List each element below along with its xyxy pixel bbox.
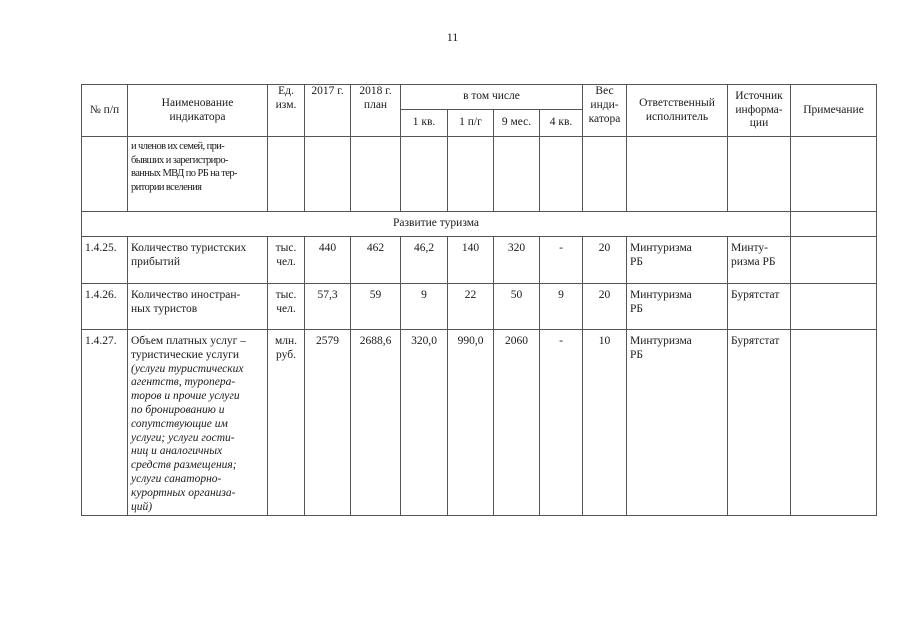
row-q4: - [540, 237, 583, 284]
header-2017: 2017 г. [305, 85, 351, 137]
row-name: Количество туристских прибытий [128, 237, 268, 284]
section-title: Развитие туризма [82, 212, 791, 237]
header-m9: 9 мес. [494, 110, 540, 137]
header-q4: 4 кв. [540, 110, 583, 137]
section-row [82, 212, 877, 237]
header-weight: Вес инди- катора [583, 85, 627, 137]
continuation-name: и членов их семей, при- бывших и зарегистриро- ванных МВД по РБ на тер- ритории вселения [128, 137, 268, 212]
continuation-num [82, 137, 128, 212]
row-2018: 2688,6 [351, 330, 401, 516]
row-m9: 2060 [494, 330, 540, 516]
row-source: Минту- ризма РБ [728, 237, 791, 284]
row-source: Бурятстат [728, 284, 791, 330]
row-h1: 140 [448, 237, 494, 284]
row-h1: 990,0 [448, 330, 494, 516]
row-2017: 2579 [305, 330, 351, 516]
row-weight: 10 [583, 330, 627, 516]
continuation-row [82, 137, 877, 212]
row-note [791, 237, 877, 284]
header-num: № п/п [82, 85, 128, 137]
row-q1: 9 [401, 284, 448, 330]
header-h1: 1 п/г [448, 110, 494, 137]
header-including: в том числе [401, 85, 583, 110]
header-source: Источник информа- ции [728, 85, 791, 137]
row-q4: - [540, 330, 583, 516]
table-row [82, 284, 877, 330]
row-responsible: Минтуризма РБ [627, 284, 728, 330]
header-name: Наименование индикатора [128, 85, 268, 137]
row-m9: 320 [494, 237, 540, 284]
page-number: 11 [446, 30, 459, 44]
row-responsible: Минтуризма РБ [627, 237, 728, 284]
header-note: Примечание [791, 85, 877, 137]
row-q1: 46,2 [401, 237, 448, 284]
table-header-row [82, 85, 877, 110]
header-q1: 1 кв. [401, 110, 448, 137]
row-2018: 462 [351, 237, 401, 284]
row-num: 1.4.27. [82, 330, 128, 516]
row-unit: тыс. чел. [268, 284, 305, 330]
row-num: 1.4.25. [82, 237, 128, 284]
row-note [791, 330, 877, 516]
table-row [82, 237, 877, 284]
row-source: Бурятстат [728, 330, 791, 516]
row-name-cell [128, 330, 268, 516]
row-name-note: (услуги туристических агентств, туропера- торов и прочие услуги по бронированию и сопутствующие им услуги; услуги гости- ниц и аналогичных средств размещения; услуги санаторно- курортных организа- ций) [131, 362, 244, 513]
indicators-table [81, 84, 877, 516]
row-q1: 320,0 [401, 330, 448, 516]
row-responsible: Минтуризма РБ [627, 330, 728, 516]
row-2018: 59 [351, 284, 401, 330]
row-name: Количество иностран- ных туристов [128, 284, 268, 330]
row-m9: 50 [494, 284, 540, 330]
header-2018: 2018 г. план [351, 85, 401, 137]
header-responsible: Ответственный исполнитель [627, 85, 728, 137]
row-unit: тыс. чел. [268, 237, 305, 284]
table-row [82, 330, 877, 516]
row-num: 1.4.26. [82, 284, 128, 330]
row-q4: 9 [540, 284, 583, 330]
row-unit: млн. руб. [268, 330, 305, 516]
row-note [791, 284, 877, 330]
row-h1: 22 [448, 284, 494, 330]
row-weight: 20 [583, 237, 627, 284]
row-2017: 440 [305, 237, 351, 284]
row-weight: 20 [583, 284, 627, 330]
row-name: Объем платных услуг – туристические услуги [131, 335, 246, 361]
row-2017: 57,3 [305, 284, 351, 330]
header-unit: Ед. изм. [268, 85, 305, 137]
